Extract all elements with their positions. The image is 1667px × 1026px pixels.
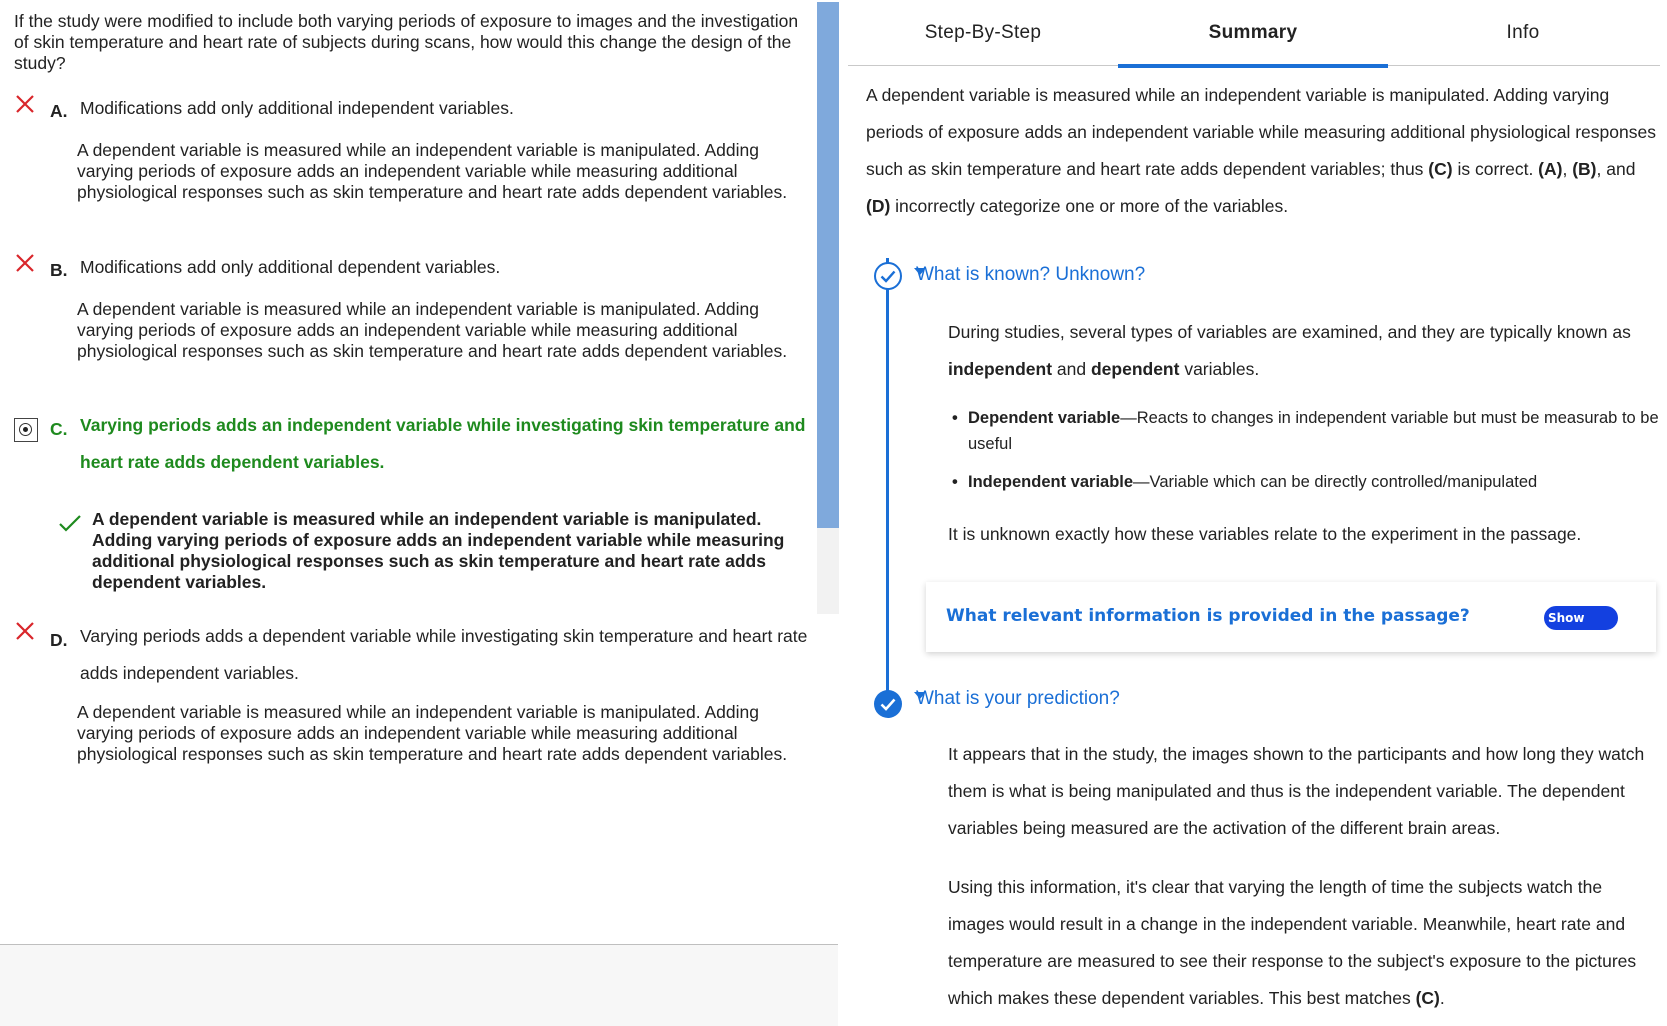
tab-summary[interactable]: Summary (1118, 0, 1388, 66)
show-button[interactable]: Show (1544, 606, 1618, 630)
left-footer (0, 945, 838, 1026)
option-letter: D. (50, 630, 68, 650)
option-explanation: A dependent variable is measured while an independent variable is manipulated. Adding varying periods of exposure adds an independent variable while measuring additional physiological responses such as skin temperature and heart rate adds dependent variables. (77, 702, 788, 764)
option-text: Modifications add only additional dependent variables. (80, 257, 501, 277)
relevant-info-card (926, 582, 1656, 652)
tab-info[interactable]: Info (1506, 22, 1540, 43)
step-timeline (886, 258, 889, 704)
option-explanation: A dependent variable is measured while an independent variable is manipulated. Adding varying periods of exposure adds an independent variable while measuring additional physiological responses such as skin temperature and heart rate adds dependent variables. (77, 299, 788, 361)
option-explanation: A dependent variable is measured while an independent variable is manipulated. Adding varying periods of exposure adds an independent variable while measuring additional physiological responses such as skin temperature and heart rate adds dependent variables. (92, 509, 785, 592)
prediction-paragraph-1: It appears that in the study, the images shown to the participants and how long they watch them is what is being manipulated and thus is the independent variable. The dependent variables being measured are the activation of the different brain areas. (948, 744, 1645, 838)
step-check-outline-icon (873, 261, 903, 291)
option-text: Modifications add only additional independent variables. (80, 98, 514, 118)
list-item: • Independent variable—Variable which can be directly controlled/manipulated (950, 469, 1665, 495)
question-stem: If the study were modified to include both varying periods of exposure to images and the investigation of skin temperature and heart rate of subjects during scans, how would this change the design of the study? (14, 11, 799, 73)
option-letter: C. (50, 419, 68, 439)
known-intro: During studies, several types of variables are examined, and they are typically known as independent and dependent variables. (948, 322, 1631, 379)
incorrect-x-icon (14, 620, 36, 642)
step-check-filled-icon (873, 689, 903, 719)
tab-step-by-step[interactable]: Step-By-Step (924, 22, 1042, 43)
option-letter: A. (50, 101, 68, 121)
section-prediction-heading[interactable]: What is your prediction? (916, 688, 1120, 709)
tab-bar (848, 0, 1660, 66)
option-text: Varying periods adds an independent variable while investigating skin temperature and heart rate adds dependent variables. (80, 415, 806, 472)
list-item: • Dependent variable—Reacts to changes in independent variable but must be measurab to be useful (950, 405, 1665, 457)
scrollbar-thumb[interactable] (817, 2, 839, 528)
option-text: Varying periods adds a dependent variable while investigating skin temperature and heart rate adds independent variables. (80, 626, 808, 683)
correct-check-icon (58, 513, 82, 533)
incorrect-x-icon (14, 252, 36, 274)
incorrect-x-icon (14, 93, 36, 115)
known-unknown: It is unknown exactly how these variables relate to the experiment in the passage. (948, 524, 1582, 544)
option-letter: B. (50, 260, 68, 280)
variable-list (950, 405, 1665, 495)
summary-text: A dependent variable is measured while an independent variable is manipulated. Adding varying periods of exposure adds an independent variable while measuring additional physiological responses such as skin temperature and heart rate adds dependent variables; thus (C) is correct. (A), (B), and (D) incorrectly categorize one or more of the variables. (866, 85, 1656, 216)
prediction-paragraph-2: Using this information, it's clear that varying the length of time the subjects watch the images would result in a change in the independent variable. Meanwhile, heart rate and temperature are measured to see their response to the subject's exposure to the pictures which makes these dependent variables. This best matches (C). (948, 877, 1637, 1008)
selected-radio[interactable] (14, 418, 38, 442)
question-pane (0, 0, 820, 1026)
option-explanation: A dependent variable is measured while an independent variable is manipulated. Adding varying periods of exposure adds an independent variable while measuring additional physiological responses such as skin temperature and heart rate adds dependent variables. (77, 140, 788, 202)
relevant-info-question: What relevant information is provided in the passage? (946, 606, 1470, 626)
section-known-heading[interactable]: What is known? Unknown? (916, 264, 1146, 285)
